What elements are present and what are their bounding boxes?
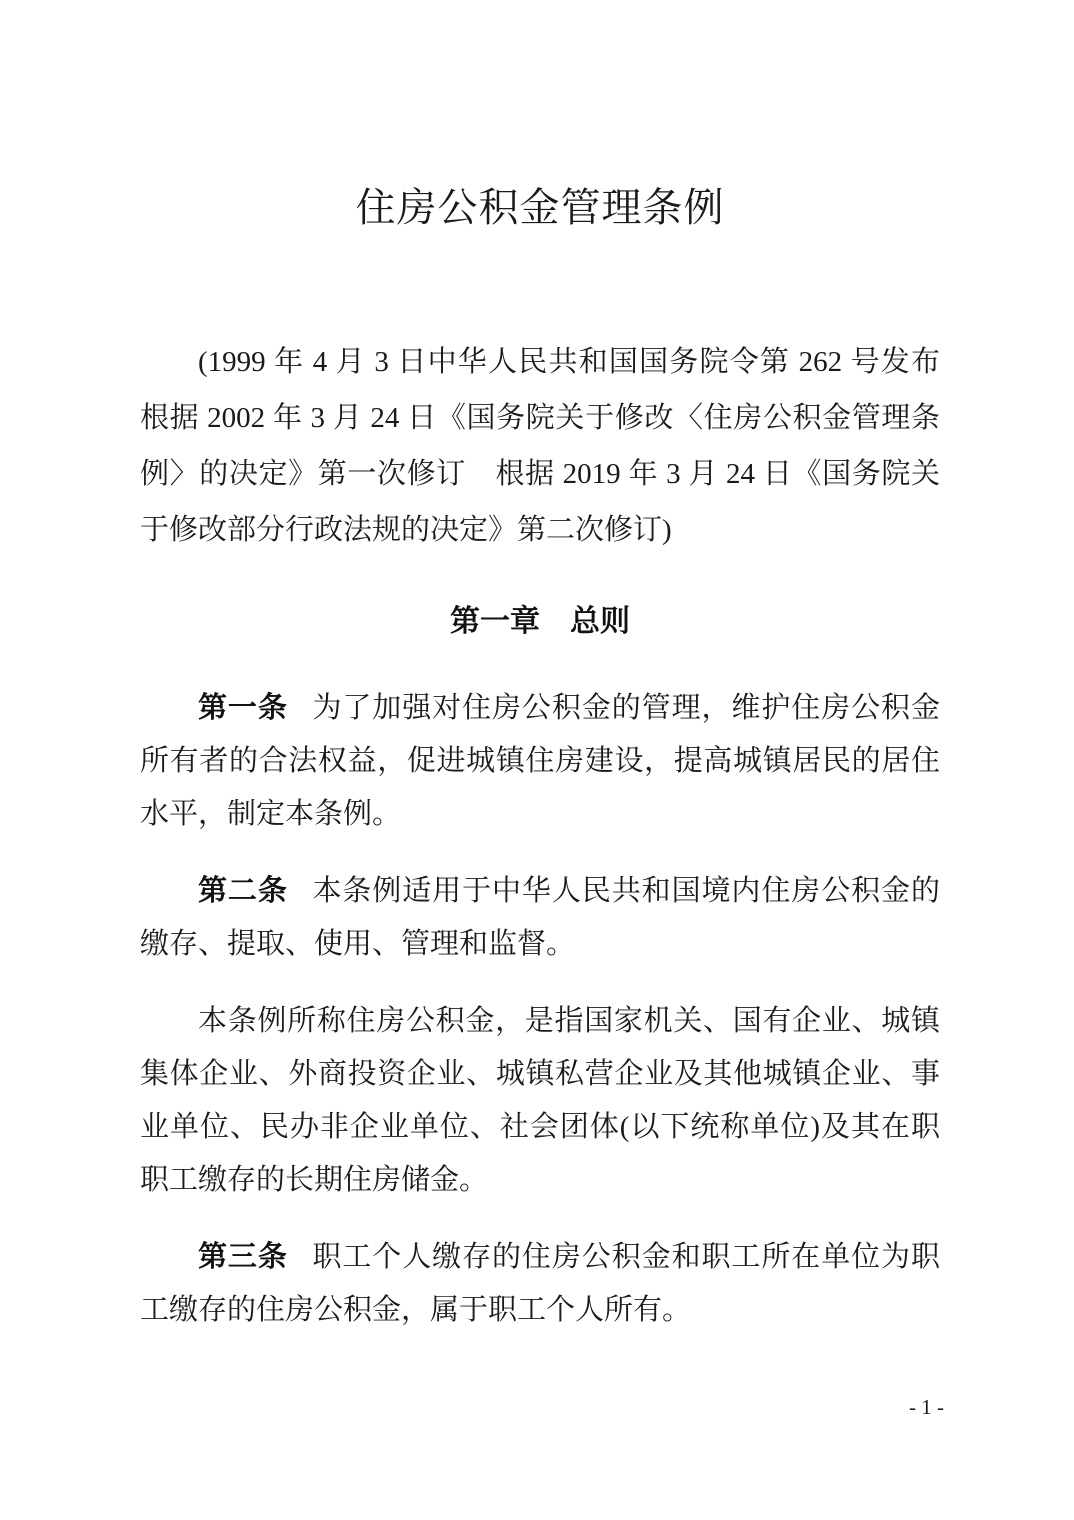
article-number-label: 第二条	[198, 875, 288, 907]
article-number-label: 第三条	[198, 1241, 288, 1273]
article-text: 本条例所称住房公积金，是指国家机关、国有企业、城镇集体企业、外商投资企业、城镇私营企业及其他城镇企业、事业单位、民办非企业单位、社会团体(以下统称单位)及其在职职工缴存的长期住房储金。	[140, 1005, 940, 1196]
preamble-paragraph: (1999 年 4 月 3 日中华人民共和国国务院令第 262 号发布 根据 2002 年 3 月 24 日《国务院关于修改〈住房公积金管理条例〉的决定》第一次修订 根据 2019 年 3 月 24 日《国务院关于修改部分行政法规的决定》第二次修订)	[140, 346, 970, 546]
article-text: 职工个人缴存的住房公积金和职工所在单位为职工缴存的住房公积金，属于职工个人所有。	[140, 1241, 940, 1326]
article-paragraph	[140, 1231, 940, 1337]
article-text: 为了加强对住房公积金的管理，维护住房公积金所有者的合法权益，促进城镇住房建设，提高城镇居民的居住水平，制定本条例。	[140, 692, 940, 830]
articles-section	[140, 682, 940, 1337]
page-number: - 1 -	[909, 1395, 944, 1419]
article-number-label: 第一条	[198, 692, 288, 724]
article-text: 本条例适用于中华人民共和国境内住房公积金的缴存、提取、使用、管理和监督。	[140, 875, 940, 960]
article-paragraph	[140, 865, 940, 971]
chapter-heading: 第一章 总则	[450, 605, 630, 638]
document-title: 住房公积金管理条例	[355, 185, 725, 230]
article-paragraph	[140, 682, 940, 841]
article-paragraph	[140, 995, 940, 1207]
